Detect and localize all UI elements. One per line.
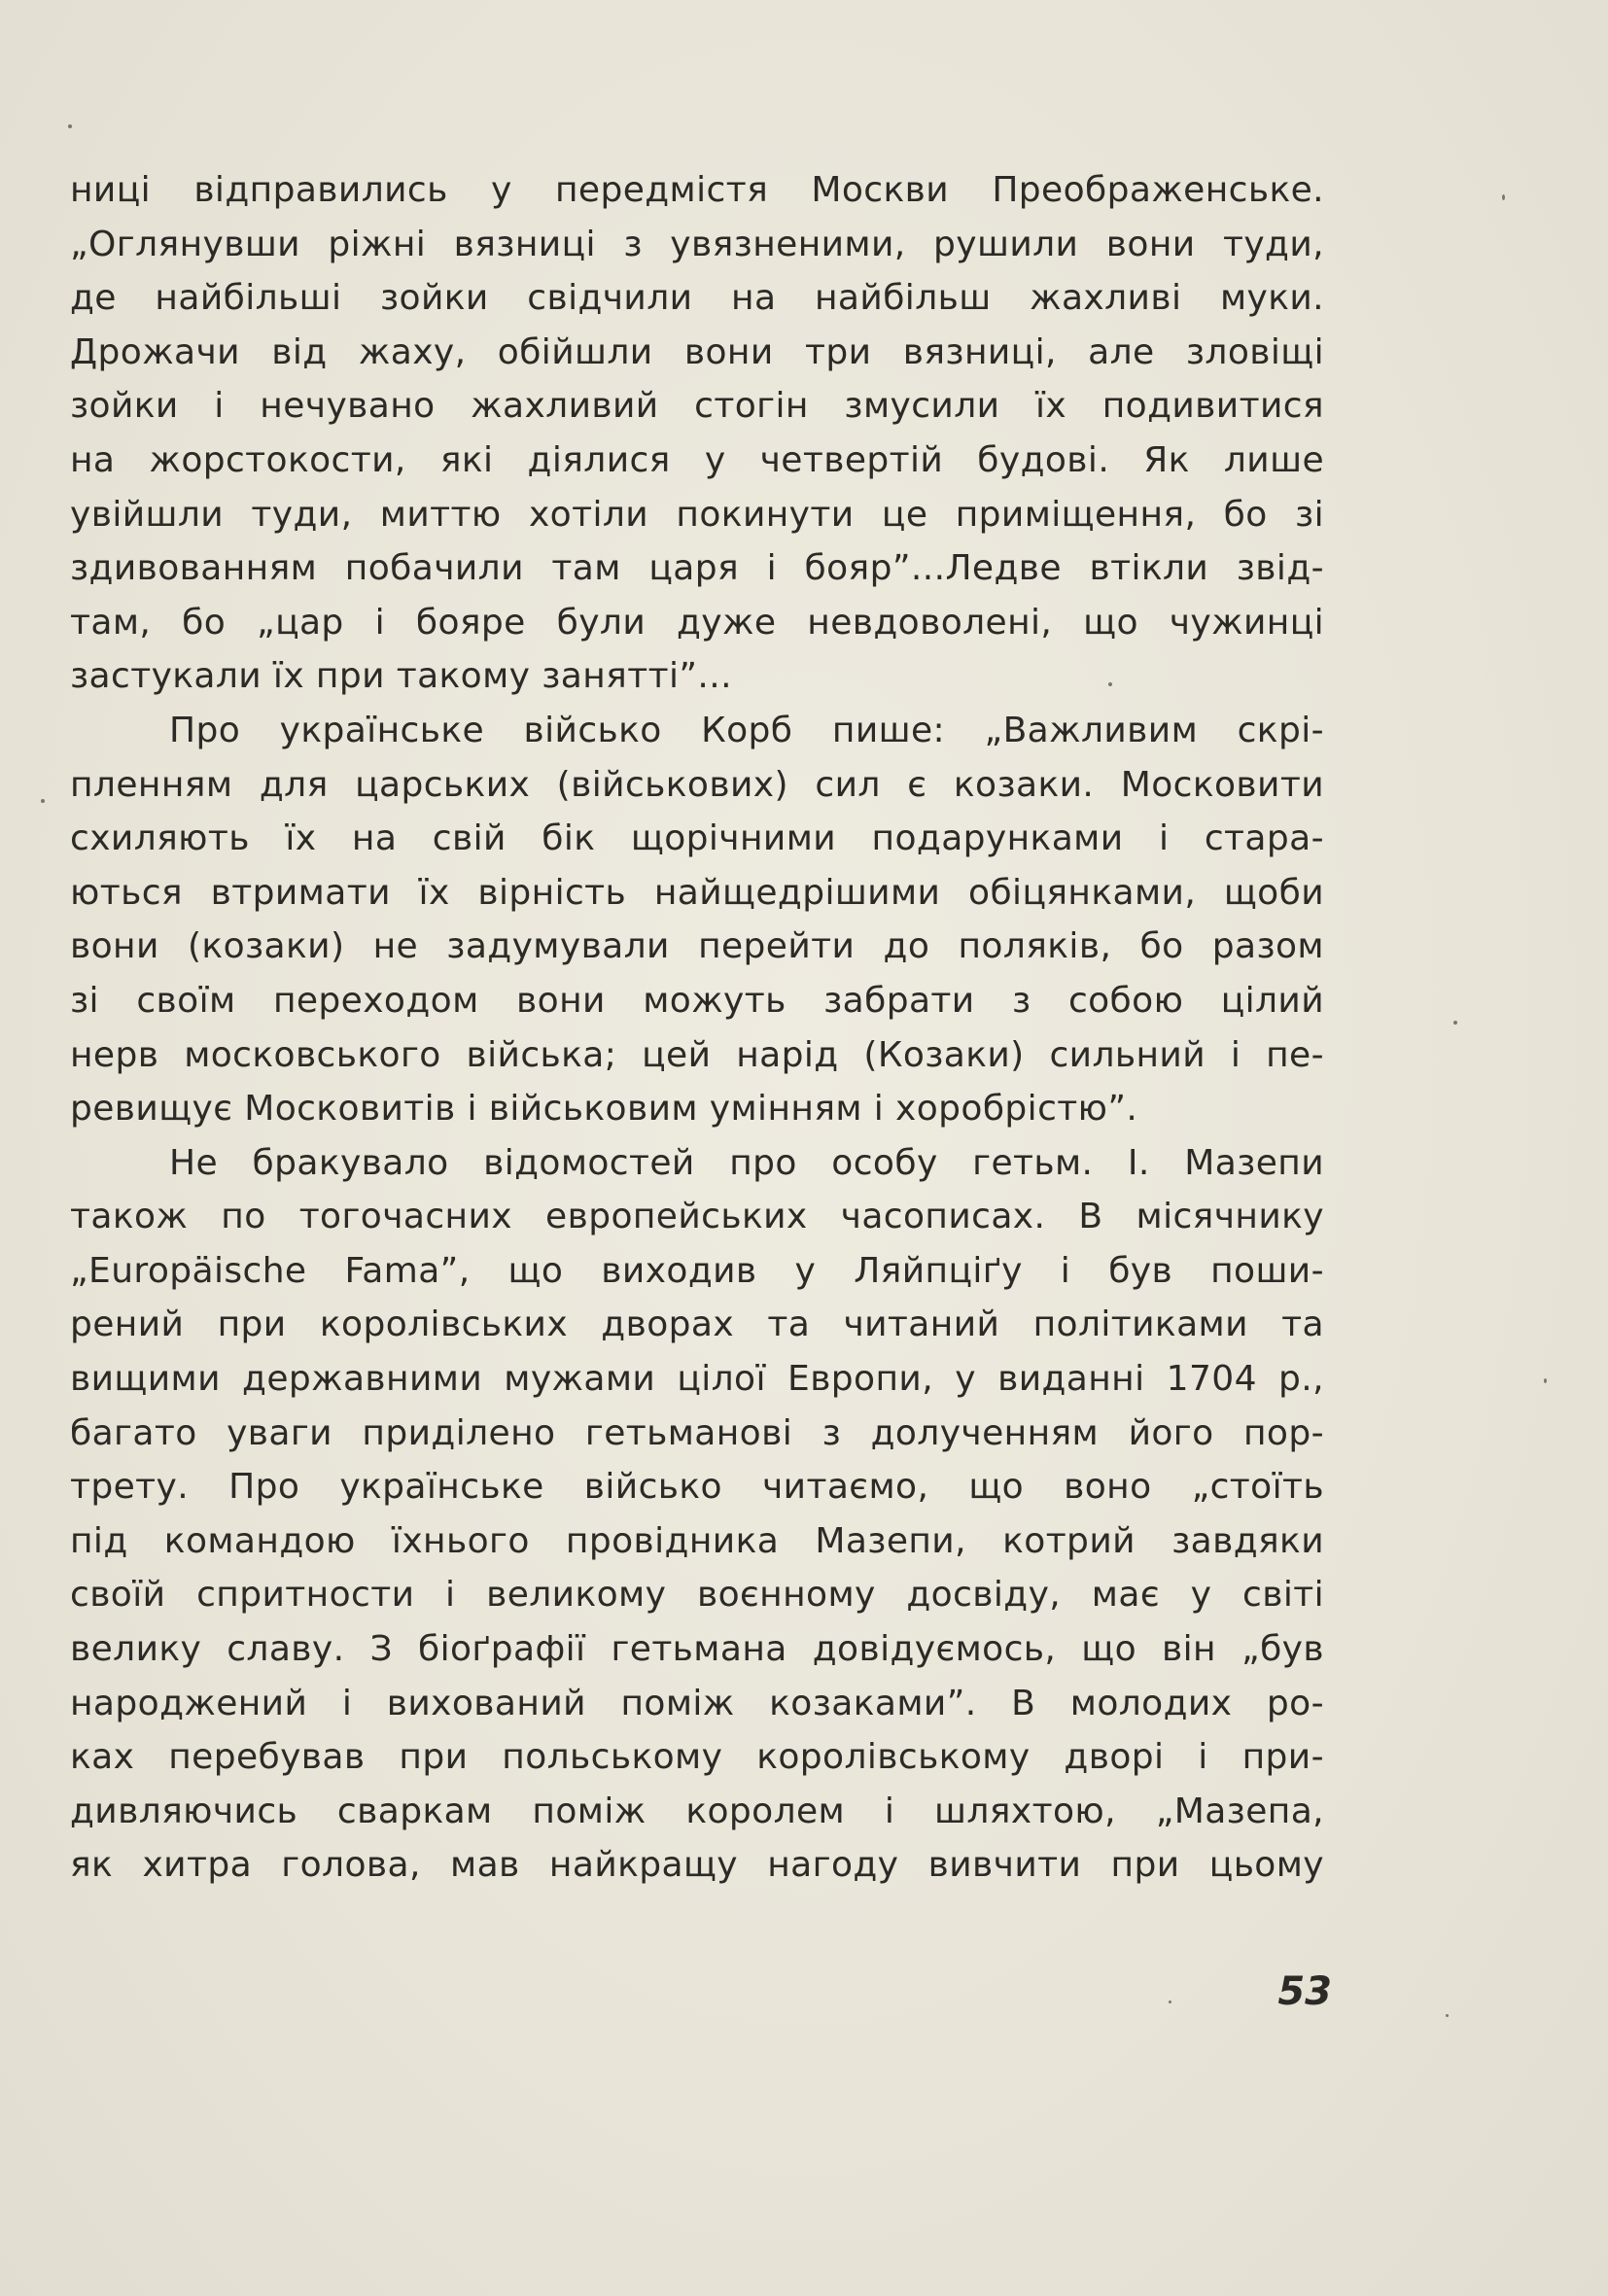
paper-speck bbox=[1502, 194, 1505, 200]
text-line: під командою їхнього провідника Мазепи, котрий завдяки bbox=[70, 1520, 1324, 1561]
text-line: „Europäische Fama”, що виходив у Ляйпціґу і був поши- bbox=[70, 1250, 1324, 1291]
paper-speck bbox=[1453, 1021, 1457, 1025]
text-line: велику славу. З біоґрафії гетьмана довідуємось, що він „був bbox=[70, 1629, 1324, 1670]
text-line: Не бракувало відомостей про особу гетьм. І. Мазепи bbox=[169, 1142, 1324, 1183]
text-line: на жорстокости, які діялися у четвертій будові. Як лише bbox=[70, 439, 1324, 480]
text-line: зойки і нечувано жахливий стогін змусили їх подивитися bbox=[70, 386, 1324, 427]
text-line: рений при королівських дворах та читаний політиками та bbox=[70, 1305, 1324, 1345]
text-line: схиляють їх на свій бік щорічними подарунками і стара- bbox=[70, 818, 1324, 859]
text-line: вищими державними мужами цілої Европи, у виданні 1704 р., bbox=[70, 1359, 1324, 1400]
paper-speck bbox=[1108, 682, 1112, 686]
text-line: вони (козаки) не задумували перейти до поляків, бо разом bbox=[70, 926, 1324, 967]
text-line: дивляючись сваркам поміж королем і шляхтою, „Мазепа, bbox=[70, 1791, 1324, 1831]
text-line: зі своїм переходом вони можуть забрати з собою цілий bbox=[70, 980, 1324, 1021]
text-line: ниці відправились у передмістя Москви Преображенське. bbox=[70, 170, 1324, 210]
paper-speck bbox=[1544, 1378, 1547, 1383]
text-line: ревищує Московитів і військовим умінням і хоробрістю”. bbox=[70, 1089, 1138, 1130]
text-line: багато уваги приділено гетьманові з долученням його пор- bbox=[70, 1412, 1324, 1453]
body-text bbox=[70, 163, 1324, 1893]
text-line: трету. Про українське військо читаємо, що воно „стоїть bbox=[70, 1467, 1324, 1508]
text-line: Про українське військо Корб пише: „Важливим скрі- bbox=[169, 710, 1324, 750]
text-line: ках перебував при польському королівському дворі і при- bbox=[70, 1737, 1324, 1778]
text-line: пленням для царських (військових) сил є козаки. Московити bbox=[70, 764, 1324, 805]
paper-speck bbox=[41, 799, 45, 803]
text-line: нерв московського війська; цей нарід (Козаки) сильний і пе- bbox=[70, 1034, 1324, 1075]
text-line: там, бо „цар і бояре були дуже невдоволені, що чужинці bbox=[70, 602, 1324, 643]
text-line: де найбільші зойки свідчили на найбільш жахливі муки. bbox=[70, 278, 1324, 319]
text-line: своїй спритности і великому воєнному досвіду, має у світі bbox=[70, 1575, 1324, 1616]
text-line: увійшли туди, миттю хотіли покинути це приміщення, бо зі bbox=[70, 494, 1324, 535]
text-line: здивованням побачили там царя і бояр”...Ледве втікли звід- bbox=[70, 548, 1324, 589]
text-line: Дрожачи від жаху, обійшли вони три вязниці, але зловіщі bbox=[70, 331, 1324, 372]
text-line: як хитра голова, мав найкращу нагоду вивчити при цьому bbox=[70, 1845, 1324, 1886]
paper-speck bbox=[1169, 2000, 1171, 2003]
text-line: народжений і вихований поміж козаками”. В молодих ро- bbox=[70, 1683, 1324, 1723]
paper-speck bbox=[68, 124, 72, 128]
text-line: ються втримати їх вірність найщедрішими обіцянками, щоби bbox=[70, 872, 1324, 913]
text-line: застукали їх при такому занятті”... bbox=[70, 656, 732, 697]
page-number: 53 bbox=[1277, 1969, 1332, 2014]
text-line: також по тогочасних европейських часописах. В місячнику bbox=[70, 1197, 1324, 1237]
paper-speck bbox=[1446, 2014, 1449, 2017]
text-line: „Оглянувши ріжні вязниці з увязненими, рушили вони туди, bbox=[70, 224, 1324, 264]
